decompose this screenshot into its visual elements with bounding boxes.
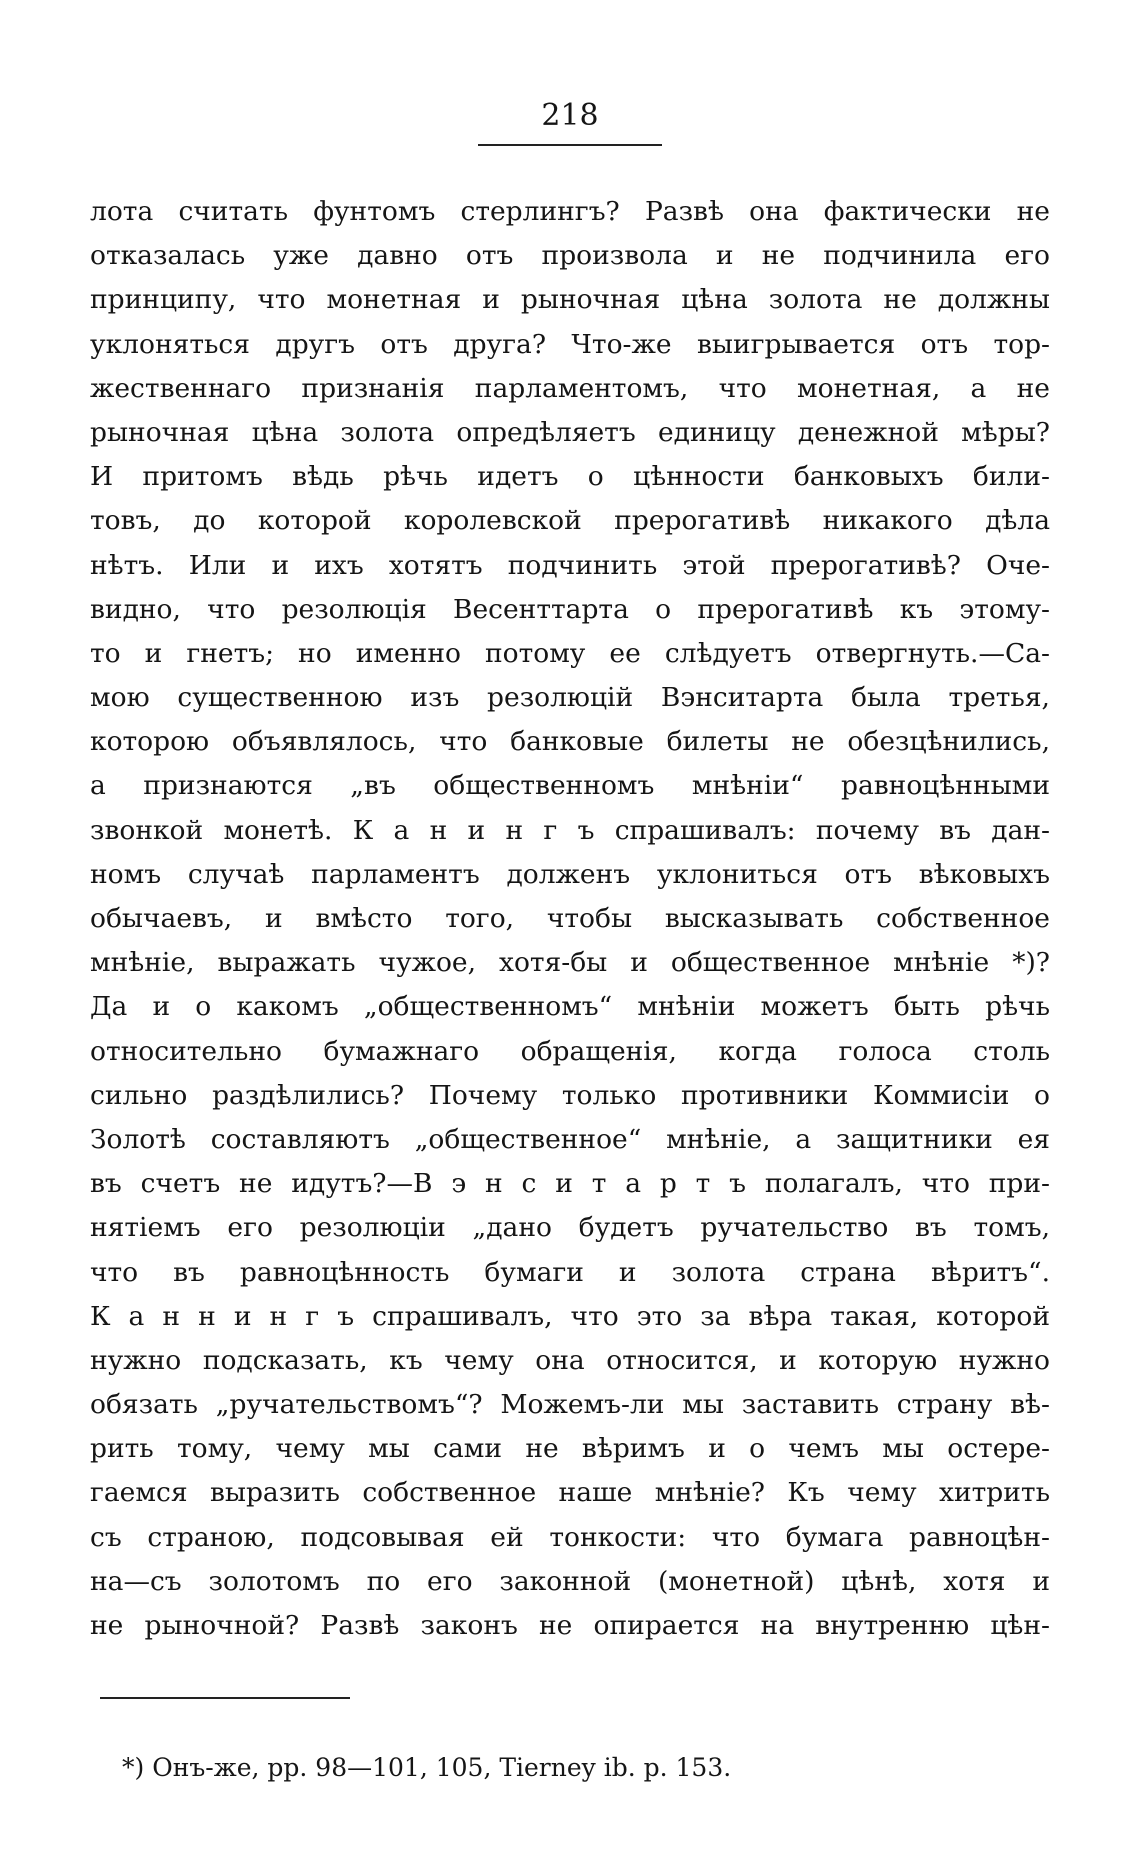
text-line: жественнаго признанія парламентомъ, что монетная, а не	[90, 372, 1050, 404]
text-line: нѣтъ. Или и ихъ хотятъ подчинить этой прерогативѣ? Оче-	[90, 549, 1050, 581]
text-line: лота считать фунтомъ стерлингъ? Развѣ она фактически не	[90, 196, 1050, 227]
text-line: гаемся выразить собственное наше мнѣніе? Къ чему хитрить	[90, 1477, 1050, 1509]
text-line: обязать „ручательствомъ“? Можемъ-ли мы заставить страну вѣ-	[90, 1389, 1050, 1421]
text-line: то и гнетъ; но именно потому ее слѣдуетъ отвергнуть.—Са-	[90, 637, 1050, 669]
text-line: уклоняться другъ отъ друга? Что-же выигрывается отъ тор-	[90, 328, 1050, 360]
body-text	[90, 190, 1050, 1648]
page-number-underline	[478, 144, 662, 146]
text-line: рыночная цѣна золота опредѣляетъ единицу денежной мѣры?	[90, 416, 1050, 448]
text-line: а признаются „въ общественномъ мнѣніи“ равноцѣнными	[90, 770, 1050, 802]
footnote-separator	[100, 1697, 350, 1699]
text-line: Золотѣ составляютъ „общественное“ мнѣніе, а защитники ея	[90, 1123, 1050, 1155]
text-line: мою существенною изъ резолюцій Вэнситарта была третья,	[90, 682, 1050, 714]
text-line: нятіемъ его резолюціи „дано будетъ ручательство въ томъ,	[90, 1212, 1050, 1244]
text-line: Да и о какомъ „общественномъ“ мнѣніи можетъ быть рѣчь	[90, 991, 1050, 1023]
text-line: И притомъ вѣдь рѣчь идетъ о цѣнности банковыхъ били-	[90, 461, 1050, 493]
text-line: въ счетъ не идутъ?—В э н с и т а р т ъ полагалъ, что при-	[90, 1168, 1050, 1200]
text-line: номъ случаѣ парламентъ долженъ уклониться отъ вѣковыхъ	[90, 858, 1050, 890]
text-line: видно, что резолюція Весенттарта о прерогативѣ къ этому-	[90, 593, 1050, 625]
text-line: товъ, до которой королевской прерогативѣ никакого дѣла	[90, 505, 1050, 537]
text-line: относительно бумажнаго обращенія, когда голоса столь	[90, 1035, 1050, 1067]
text-line: обычаевъ, и вмѣсто того, чтобы высказывать собственное	[90, 903, 1050, 934]
text-line: на—съ золотомъ по его законной (монетной) цѣнѣ, хотя и	[90, 1565, 1050, 1597]
text-line: мнѣніе, выражать чужое, хотя-бы и общественное мнѣніе *)?	[90, 947, 1050, 979]
text-line: которою объявлялось, что банковые билеты не обезцѣнились,	[90, 726, 1050, 758]
page-number: 218	[541, 98, 599, 133]
text-line: отказалась уже давно отъ произвола и не подчинила его	[90, 240, 1050, 272]
text-line: не рыночной? Развѣ законъ не опирается на внутренню цѣн-	[90, 1610, 1050, 1641]
text-line: съ страною, подсовывая ей тонкости: что бумага равноцѣн-	[90, 1521, 1050, 1553]
text-line: нужно подсказать, къ чему она относится, и которую нужно	[90, 1344, 1050, 1376]
footnote: *) Онъ-же, pp. 98—101, 105, Tierney ib. p. 153.	[122, 1753, 732, 1782]
text-line: звонкой монетѣ. К а н и н г ъ спрашивалъ: почему въ дан-	[90, 814, 1050, 846]
text-line: принципу, что монетная и рыночная цѣна золота не должны	[90, 284, 1050, 316]
text-line: К а н н и н г ъ спрашивалъ, что это за вѣра такая, которой	[90, 1300, 1050, 1332]
text-line: что въ равноцѣнность бумаги и золота страна вѣритъ“.	[90, 1256, 1050, 1288]
text-line: рить тому, чему мы сами не вѣримъ и о чемъ мы остере-	[90, 1433, 1050, 1465]
text-line: сильно раздѣлились? Почему только противники Коммисіи о	[90, 1079, 1050, 1111]
